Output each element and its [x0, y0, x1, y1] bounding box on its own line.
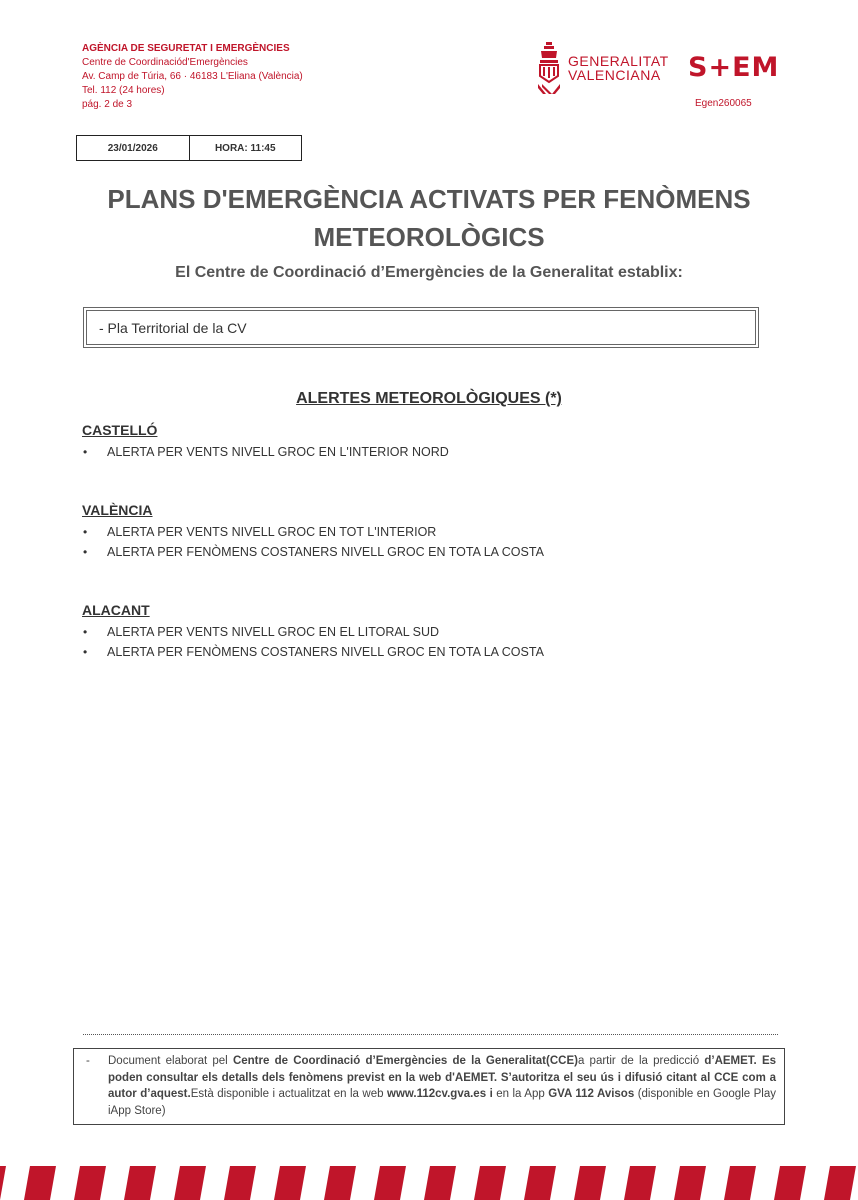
region-valencia	[82, 502, 782, 562]
alert-item: • ALERTA PER VENTS NIVELL GROC EN EL LITORAL SUD	[82, 622, 782, 642]
region-name: CASTELLÓ	[82, 422, 158, 438]
agency-header	[82, 42, 303, 112]
agency-address: Av. Camp de Túria, 66 · 46183 L'Eliana (València)	[82, 71, 303, 82]
document-code: Egen260065	[695, 98, 752, 109]
footer-text-2: a partir de la predicció	[577, 1055, 705, 1067]
footer-bold-2: d’AEMET. Es poden consultar els detalls dels fenòmens previst en la web d'AEMET. S’autoritza el seu ús i difusió citant al CCE com a autor d’aquest.	[108, 1055, 777, 1100]
alert-item: • ALERTA PER FENÒMENS COSTANERS NIVELL GROC EN TOTA LA COSTA	[82, 642, 782, 662]
alerts-heading-text: ALERTES METEOROLÒGIQUES (*)	[296, 390, 562, 407]
time-cell: HORA: 11:45	[189, 136, 302, 160]
footer-bold-1: Centre de Coordinació d’Emergències de la Generalitat(CCE)	[232, 1055, 578, 1067]
generalitat-logo	[538, 42, 669, 94]
alert-item: • ALERTA PER VENTS NIVELL GROC EN TOT L'INTERIOR	[82, 522, 782, 542]
active-plan: - Pla Territorial de la CV	[86, 310, 756, 345]
region-castello	[82, 422, 782, 462]
footer-text-5: (disponible en Google Play iApp Store)	[108, 1088, 776, 1117]
footer-text	[86, 1053, 776, 1119]
gv-line-2: VALENCIANA	[568, 67, 661, 83]
footer-dash: -	[86, 1055, 90, 1067]
agency-phone: Tel. 112 (24 hores)	[82, 85, 165, 96]
page-title	[60, 180, 798, 256]
agency-centre: Centre de Coordinaciód'Emergències	[82, 57, 248, 68]
bottom-hazard-stripes	[0, 1166, 858, 1200]
alert-list	[82, 622, 782, 662]
region-name: VALÈNCIA	[82, 502, 153, 518]
region-name: ALACANT	[82, 602, 150, 618]
date-cell: 23/01/2026	[107, 142, 158, 154]
region-alacant	[82, 602, 782, 662]
footer-text-4: en la App	[492, 1088, 549, 1100]
footer-divider	[83, 1034, 778, 1035]
agency-name: AGÈNCIA DE SEGURETAT I EMERGÈNCIES	[82, 43, 290, 54]
generalitat-wordmark	[568, 54, 669, 82]
date-time-box	[76, 135, 302, 161]
alert-item: • ALERTA PER FENÒMENS COSTANERS NIVELL GROC EN TOTA LA COSTA	[82, 542, 782, 562]
gv-line-1: GENERALITAT	[568, 53, 669, 69]
footer-app-name: GVA 112 Avisos	[548, 1088, 635, 1100]
footer-website: www.112cv.gva.es i	[387, 1088, 493, 1100]
active-plan-box	[83, 307, 759, 348]
page-subtitle: El Centre de Coordinació d’Emergències de la Generalitat establix:	[175, 264, 683, 281]
generalitat-shield-icon	[538, 42, 560, 94]
alerts-heading	[60, 390, 798, 408]
title-line-2: METEOROLÒGICS	[313, 222, 545, 252]
alert-item: • ALERTA PER VENTS NIVELL GROC EN L'INTERIOR NORD	[82, 442, 782, 462]
footer-text-3: Està disponible i actualitzat en la web	[190, 1088, 387, 1100]
footer-note	[73, 1048, 785, 1125]
footer-text-1: Document elaborat pel	[108, 1055, 233, 1067]
page-number: pág. 2 de 3	[82, 99, 133, 110]
alert-list	[82, 522, 782, 562]
sem-logo: S+EM	[688, 52, 780, 83]
alert-list	[82, 442, 782, 462]
title-line-1: PLANS D'EMERGÈNCIA ACTIVATS PER FENÒMENS	[107, 184, 751, 214]
